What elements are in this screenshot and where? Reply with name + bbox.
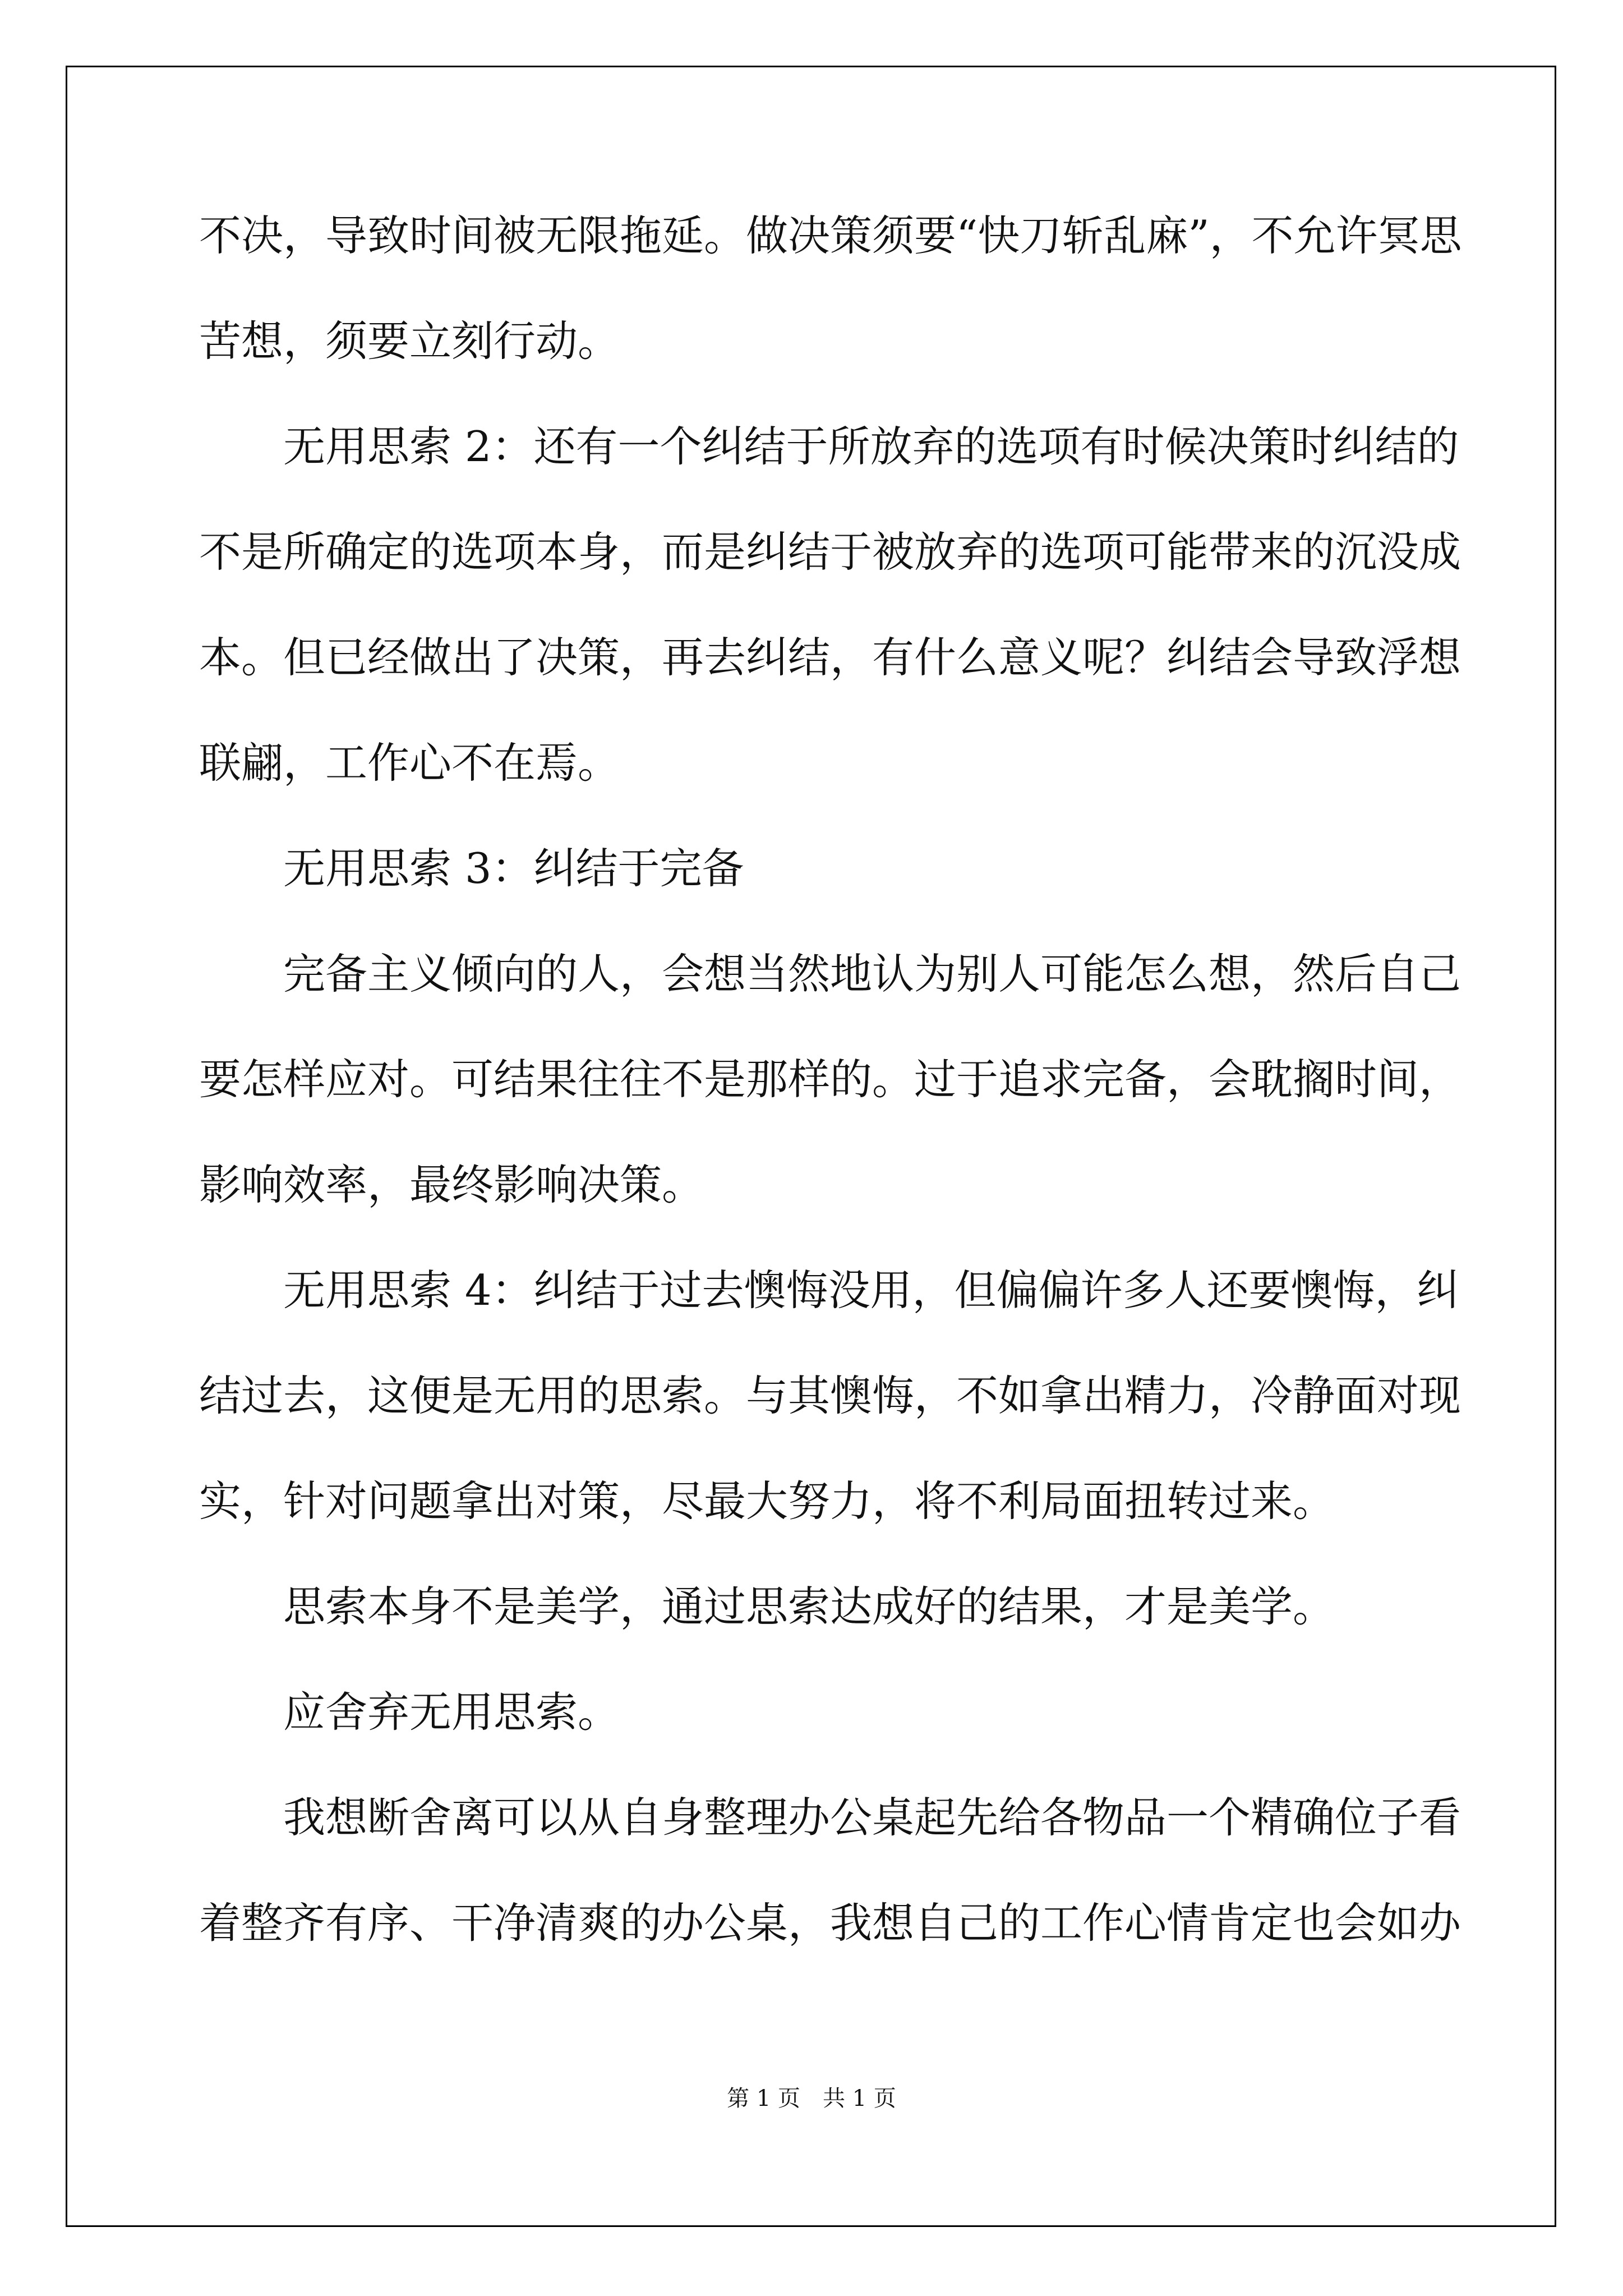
text-line: 联翩，工作心不在焉。 (199, 738, 620, 788)
text-line: 着整齐有序、干净清爽的办公桌，我想自己的工作心情肯定也会如办 (199, 1898, 1461, 1948)
text-line: 完备主义倾向的人，会想当然地认为别人可能怎么想，然后自己 (283, 949, 1461, 999)
text-line: 无用思索 3：纠结于完备 (283, 844, 744, 893)
text-line: 实，针对问题拿出对策，尽最大努力，将不利局面扭转过来。 (199, 1476, 1335, 1526)
text-line: 我想断舍离可以从自身整理办公桌起先给各物品一个精确位子看 (283, 1793, 1461, 1842)
text-line: 应舍弃无用思索。 (283, 1687, 620, 1737)
text-line: 要怎样应对。可结果往往不是那样的。过于追求完备，会耽搁时间， (199, 1055, 1461, 1104)
text-line: 无用思索 4：纠结于过去懊悔没用，但偏偏许多人还要懊悔，纠 (283, 1266, 1459, 1315)
text-line: 苦想，须要立刻行动。 (199, 316, 620, 366)
text-line: 思索本身不是美学，通过思索达成好的结果，才是美学。 (283, 1582, 1335, 1631)
text-line: 结过去，这便是无用的思索。与其懊悔，不如拿出精力，冷静面对现 (199, 1371, 1461, 1420)
text-line: 无用思索 2：还有一个纠结于所放弃的选项有时候决策时纠结的 (283, 422, 1459, 471)
text-line: 不是所确定的选项本身，而是纠结于被放弃的选项可能带来的沉没成 (199, 527, 1461, 577)
text-line: 不决，导致时间被无限拖延。做决策须要“快刀斩乱麻”，不允许冥思 (199, 211, 1462, 260)
text-line: 影响效率，最终影响决策。 (199, 1160, 704, 1209)
page-number-footer: 第 1 页 共 1 页 (727, 2086, 896, 2111)
text-line: 本。但已经做出了决策，再去纠结，有什么意义呢？纠结会导致浮想 (199, 633, 1461, 682)
